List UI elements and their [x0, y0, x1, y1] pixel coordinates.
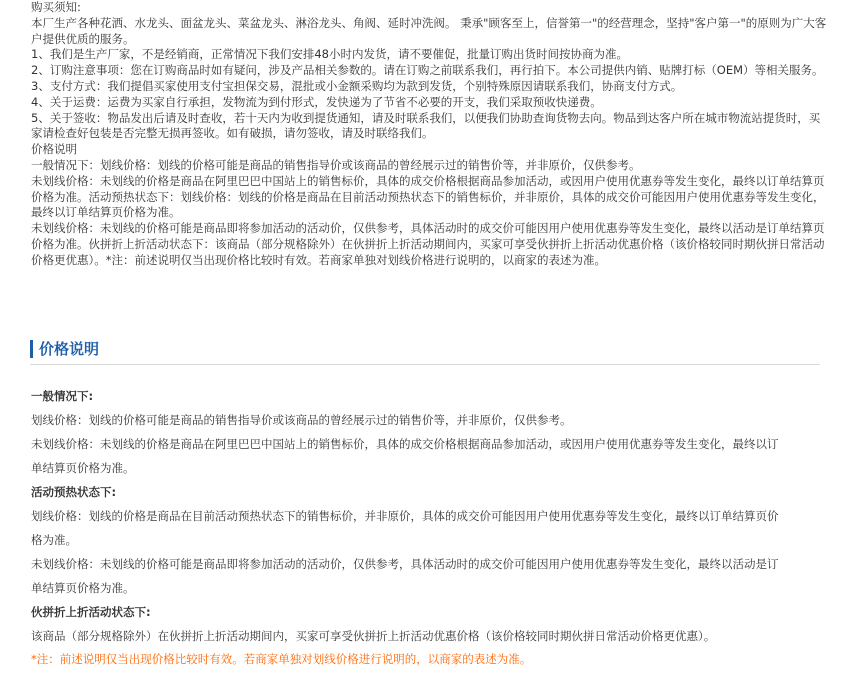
- preheat-heading: 活动预热状态下:: [31, 485, 117, 499]
- purchase-notice: [31, 0, 831, 269]
- notice-intro: 本厂生产各种花洒、水龙头、面盆龙头、菜盆龙头、淋浴龙头、角阀、延时冲洗阀。 秉承"顾客至上，信誉第一"的经营理念，坚持"客户第一"的原则为广大客户提供优质的服务。: [31, 15, 827, 46]
- notice-item-4: 4、关于运费：运费为买家自行承担，发物流为到付形式，发快递为了节省不必要的开支，我们采取预收快递费。: [31, 94, 602, 109]
- notice-item-1: 1、我们是生产厂家，不是经销商，正常情况下我们安排48小时内发货，请不要催促，批量订购出货时间按协商为准。: [31, 47, 628, 62]
- preheat-line-1b: 格为准。: [31, 533, 77, 547]
- preheat-line-2a: 未划线价格：未划线的价格可能是商品即将参加活动的活动价，仅供参考，具体活动时的成交价可能因用户使用优惠券等发生变化，最终以活动是订: [31, 557, 779, 571]
- price-section-body: [31, 384, 821, 670]
- preheat-line-1a: 划线价格：划线的价格是商品在目前活动预热状态下的销售标价，并非原价，具体的成交价可能因用户使用优惠券等发生变化，最终以订单结算页价: [31, 509, 779, 523]
- general-line-1: 划线价格：划线的价格可能是商品的销售指导价或该商品的曾经展示过的销售价等，并非原价，仅供参考。: [31, 413, 572, 427]
- general-line-2a: 未划线价格：未划线的价格是商品在阿里巴巴中国站上的销售标价，具体的成交价格根据商品参加活动，或因用户使用优惠券等发生变化，最终以订: [31, 437, 779, 451]
- group-line: 该商品（部分规格除外）在伙拼折上折活动期间内，买家可享受伙拼折上折活动优惠价格（该价格较同时期伙拼日常活动价格更优惠）。: [31, 629, 716, 643]
- group-heading: 伙拼折上折活动状态下:: [31, 605, 151, 619]
- notice-item-2: 2、订购注意事项：您在订购商品时如有疑问，涉及产品相关参数的。请在订购之前联系我们，再行拍下。本公司提供内销、贴牌打标（OEM）等相关服务。: [31, 63, 824, 78]
- general-heading: 一般情况下:: [31, 389, 94, 403]
- notice-item-5: 5、关于签收：物品发出后请及时查收，若十天内为收到提货通知，请及时联系我们，以便我们协助查询货物去向。物品到达客户所在城市物流站提货时，买家请检查好包装是否完整无损再签收。如有破损，请勿签收，请及时联络我们。: [31, 110, 821, 141]
- notice-price-activity: 未划线价格：未划线的价格可能是商品即将参加活动的活动价，仅供参考，具体活动时的成交价可能因用户使用优惠券等发生变化，最终以活动是订单结算页价格为准。伙拼折上折活动状态下：该商品（部分规格除外）在伙拼折上折活动期间内，买家可享受伙拼折上折活动优惠价格（该价格较同时期伙拼日常活动价格更优惠）。*注：前述说明仅当出现价格比较时有效。若商家单独对划线价格进行说明的，以商家的表述为准。: [31, 221, 825, 267]
- general-line-2b: 单结算页价格为准。: [31, 461, 135, 475]
- price-note: *注：前述说明仅当出现价格比较时有效。若商家单独对划线价格进行说明的，以商家的表述为准。: [31, 652, 532, 666]
- price-section-title: 价格说明: [39, 340, 100, 358]
- notice-title: 购买须知:: [31, 0, 81, 14]
- notice-price-unmarked: 未划线价格：未划线的价格是商品在阿里巴巴中国站上的销售标价，具体的成交价格根据商品参加活动，或因用户使用优惠券等发生变化，最终以订单结算页价格为准。活动预热状态下：划线价格：划线的价格是商品在目前活动预热状态下的销售标价，并非原价，具体的成交价可能因用户使用优惠券等发生变化，最终以订单结算页价格为准。: [31, 173, 825, 220]
- notice-item-3: 3、支付方式：我们提倡买家使用支付宝担保交易，混批或小金额采购均为款到发货，个别特殊原因请联系我们，协商支付方式。: [31, 78, 683, 93]
- price-section-header: [30, 338, 820, 365]
- section-accent-bar: [30, 340, 33, 358]
- preheat-line-2b: 单结算页价格为准。: [31, 581, 135, 595]
- notice-price-heading: 价格说明: [31, 142, 77, 157]
- notice-price-general: 一般情况下：划线价格：划线的价格可能是商品的销售指导价或该商品的曾经展示过的销售价等，并非原价，仅供参考。: [31, 157, 641, 172]
